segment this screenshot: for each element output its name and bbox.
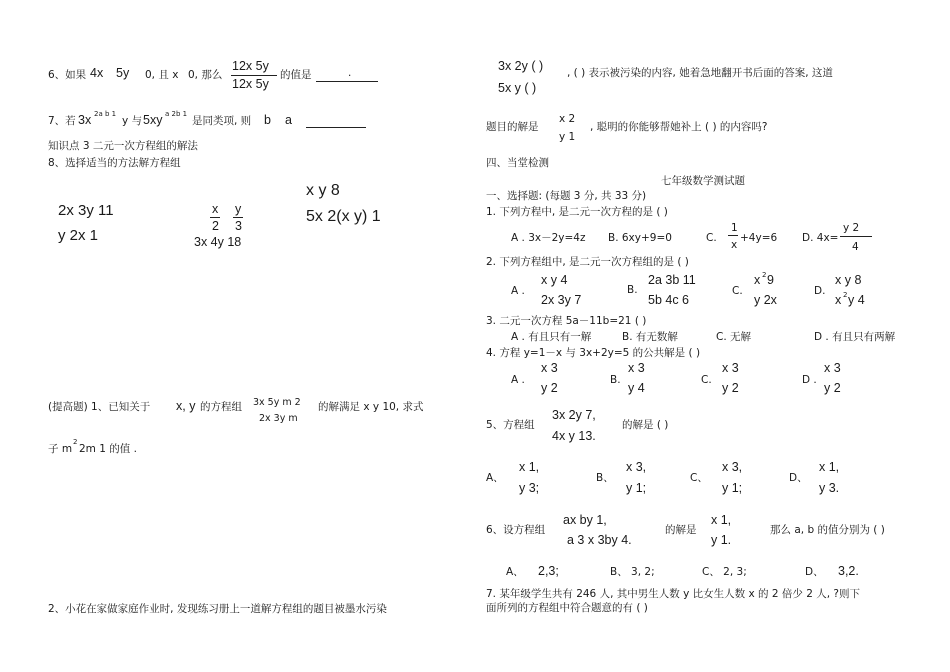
polluted-text: , ( ) 表示被污染的内容, 她着急地翻开书后面的答案, 这道 xyxy=(567,67,833,79)
q7-term1-y: y 与 xyxy=(122,115,143,127)
mq1-option-c-num: 1 xyxy=(731,222,738,234)
mq1-option-d-num: y 2 xyxy=(843,222,860,234)
q8-system2-den-3: 3 xyxy=(235,219,242,233)
mq2-option-d-line1: x y 8 xyxy=(835,273,862,287)
mq4-option-d-line2: y 2 xyxy=(824,381,841,395)
mq5-option-b: B、 xyxy=(596,472,614,484)
mq7-line1: 7. 某年级学生共有 246 人, 其中男生人数 y 比女生人数 x 的 2 倍少 2 人, ?则下 xyxy=(486,588,860,600)
q6-fraction-denominator: 12x 5y xyxy=(232,77,269,91)
mq7-line2: 面所列的方程组中符合题意的有 ( ) xyxy=(486,602,648,614)
mq1-option-d-label: D. 4x= xyxy=(802,232,839,244)
mq5-option-d-line2: y 3. xyxy=(819,481,840,495)
mq5-option-c-line1: x 3, xyxy=(722,460,743,474)
q7-var-b: b xyxy=(264,113,271,127)
mq1-option-a: A . 3x－2y=4z xyxy=(511,232,586,244)
mq3-option-a: A . 有且只有一解 xyxy=(511,331,592,343)
mq6-system-line1: ax by 1, xyxy=(563,513,607,527)
mq2-option-c-exponent: 2 xyxy=(762,271,767,279)
adv-question-line2-lead: 子 m xyxy=(48,443,73,455)
mq4-option-c-line1: x 3 xyxy=(722,361,739,375)
adv-question-line2-tail: 2m 1 的值 . xyxy=(79,443,137,455)
mq5-system-line2: 4x y 13. xyxy=(552,429,596,443)
mq1-option-c-label: C. xyxy=(706,232,717,244)
adv-system-line1: 3x 5y m 2 xyxy=(253,397,301,408)
q8-system3-line2: 5x 2(x y) 1 xyxy=(306,208,381,225)
q8-system2-frac-bar1 xyxy=(210,217,220,218)
mq1-option-c-bar xyxy=(728,235,738,236)
mq5-option-a-line1: x 1, xyxy=(519,460,540,474)
mq3-question: 3. 二元一次方程 5a－11b=21 ( ) xyxy=(486,315,647,327)
adv-system-line2: 2x 3y m xyxy=(259,413,298,424)
adv-question-lead: (提高题) 1、已知关于 xyxy=(48,401,151,413)
mq6-tail: 那么 a, b 的值分别为 ( ) xyxy=(770,524,885,536)
q7-term2-exponent: a 2b 1 xyxy=(165,110,188,118)
polluted-system-line2: 5x y ( ) xyxy=(498,81,537,95)
q6-fraction-numerator: 12x 5y xyxy=(232,59,269,73)
q7-lead: 7、若 xyxy=(48,115,76,127)
mq6-option-b: B、 3, 2; xyxy=(610,566,655,578)
mq6-mid: 的解是 xyxy=(665,524,697,536)
mq2-option-c-line1-rest: 9 xyxy=(767,273,774,287)
mq5-option-a-line2: y 3; xyxy=(519,481,540,495)
mq2-option-b-line2: 5b 4c 6 xyxy=(648,293,690,307)
q6-answer-blank xyxy=(316,71,378,82)
mq2-option-c-line1-x: x xyxy=(754,273,761,287)
mq5-system-line1: 3x 2y 7, xyxy=(552,408,596,422)
mq1-question: 1. 下列方程中, 是二元一次方程的是 ( ) xyxy=(486,206,668,218)
mq4-option-c-line2: y 2 xyxy=(722,381,739,395)
mq3-option-d: D . 有且只有两解 xyxy=(814,331,896,343)
q6-blank-dot: . xyxy=(348,67,352,79)
mq6-option-d-value: 3,2. xyxy=(838,564,859,578)
q7-term2-base: 5xy xyxy=(143,113,163,127)
mq5-option-a: A、 xyxy=(486,472,504,484)
mq2-question: 2. 下列方程组中, 是二元一次方程组的是 ( ) xyxy=(486,256,689,268)
mq2-option-d-exponent: 2 xyxy=(843,291,848,299)
mq5-option-d: D、 xyxy=(789,472,808,484)
q8-system2-line2: 3x 4y 18 xyxy=(194,235,242,249)
mq5-option-c-line2: y 1; xyxy=(722,481,743,495)
mq2-option-d-line2-rest: y 4 xyxy=(848,293,865,307)
mq5-option-d-line1: x 1, xyxy=(819,460,840,474)
test-title: 七年级数学测试题 xyxy=(661,175,745,187)
polluted-system-line1: 3x 2y ( ) xyxy=(498,59,544,73)
q7-tail: 是同类项, 则 xyxy=(192,115,252,127)
mq5-option-c: C、 xyxy=(690,472,708,484)
mq4-option-d: D . xyxy=(802,374,817,386)
mq2-option-b-line1: 2a 3b 11 xyxy=(648,273,696,287)
mq4-option-a-line1: x 3 xyxy=(541,361,558,375)
mq6-option-a-value: 2,3; xyxy=(538,564,559,578)
q7-answer-blank xyxy=(306,117,366,128)
mq6-system-line2: a 3 x 3by 4. xyxy=(567,533,632,547)
mq4-option-b-line1: x 3 xyxy=(628,361,645,375)
mq2-option-d: D. xyxy=(814,285,826,297)
mq4-option-b: B. xyxy=(610,374,621,386)
solution-line1: x 2 xyxy=(559,113,576,125)
solution-text: , 聪明的你能够帮她补上 ( ) 的内容吗? xyxy=(590,121,768,133)
mq1-option-d-den: 4 xyxy=(852,241,859,253)
q8-system2-num-y: y xyxy=(235,202,242,216)
mq4-question: 4. 方程 y=1－x 与 3x+2y=5 的公共解是 ( ) xyxy=(486,347,701,359)
mq6-solution-line1: x 1, xyxy=(711,513,732,527)
q8-system3-line1: x y 8 xyxy=(306,182,340,199)
q8-system2-num-x: x xyxy=(212,202,219,216)
mq2-option-d-line2-x: x xyxy=(835,293,842,307)
mq6-option-a: A、 xyxy=(506,566,524,578)
mq6-option-d: D、 xyxy=(805,566,824,578)
solution-lead: 题目的解是 xyxy=(486,121,539,133)
mq4-option-b-line2: y 4 xyxy=(628,381,645,395)
mq1-option-d-bar xyxy=(840,236,872,237)
mq1-option-c-den: x xyxy=(731,239,738,251)
solution-line2: y 1 xyxy=(559,131,576,143)
mq5-tail: 的解是 ( ) xyxy=(622,419,669,431)
q6-expr4: 0, 那么 xyxy=(188,69,223,81)
mq2-option-a: A . xyxy=(511,285,525,297)
adv-question-vars: x, y xyxy=(176,399,196,413)
q6-fraction-bar xyxy=(231,75,277,76)
mq6-lead: 6、设方程组 xyxy=(486,524,546,536)
mq4-option-d-line1: x 3 xyxy=(824,361,841,375)
mq3-option-c: C. 无解 xyxy=(716,331,752,343)
mq3-option-b: B. 有无数解 xyxy=(622,331,678,343)
q8-system2-den-2: 2 xyxy=(212,219,219,233)
mq2-option-c-line2: y 2x xyxy=(754,293,777,307)
q8-system2-frac-bar2 xyxy=(233,217,243,218)
adv-question-mid: 的方程组 xyxy=(200,401,242,413)
mq1-option-b: B. 6xy+9=0 xyxy=(608,232,672,244)
mq6-option-c: C、 2, 3; xyxy=(702,566,747,578)
mq4-option-a: A . xyxy=(511,374,525,386)
mq4-option-c: C. xyxy=(701,374,712,386)
q7-term1-base: 3x xyxy=(78,113,92,127)
knowledge-point-3: 知识点 3 二元一次方程组的解法 xyxy=(48,140,198,152)
part1-heading: 一、选择题: (每题 3 分, 共 33 分) xyxy=(486,190,647,202)
mq2-option-c: C. xyxy=(732,285,743,297)
section-4-heading: 四、当堂检测 xyxy=(486,157,549,169)
q6-tail: 的值是 xyxy=(280,69,312,81)
adv-question-exponent: 2 xyxy=(73,438,78,446)
q7-term1-exponent: 2a b 1 xyxy=(94,110,117,118)
q7-var-a: a xyxy=(285,113,292,127)
mq4-option-a-line2: y 2 xyxy=(541,381,558,395)
q2-text: 2、小花在家做家庭作业时, 发现练习册上一道解方程组的题目被墨水污染 xyxy=(48,603,387,615)
mq1-option-c-tail: +4y=6 xyxy=(740,232,778,244)
mq2-option-a-line2: 2x 3y 7 xyxy=(541,293,582,307)
mq5-option-b-line2: y 1; xyxy=(626,481,647,495)
mq5-lead: 5、方程组 xyxy=(486,419,535,431)
mq2-option-b: B. xyxy=(627,284,638,296)
q8-title: 8、选择适当的方法解方程组 xyxy=(48,157,181,169)
mq5-option-b-line1: x 3, xyxy=(626,460,647,474)
q6-expr1: 4x xyxy=(90,66,104,80)
q8-system1-line2: y 2x 1 xyxy=(58,227,99,244)
adv-question-tail: 的解满足 x y 10, 求式 xyxy=(318,401,424,413)
mq2-option-a-line1: x y 4 xyxy=(541,273,568,287)
q6-expr2: 5y xyxy=(116,66,130,80)
mq6-solution-line2: y 1. xyxy=(711,533,732,547)
q6-lead: 6、如果 xyxy=(48,69,87,81)
q6-expr3: 0, 且 x xyxy=(145,69,179,81)
q8-system1-line1: 2x 3y 11 xyxy=(58,202,114,219)
